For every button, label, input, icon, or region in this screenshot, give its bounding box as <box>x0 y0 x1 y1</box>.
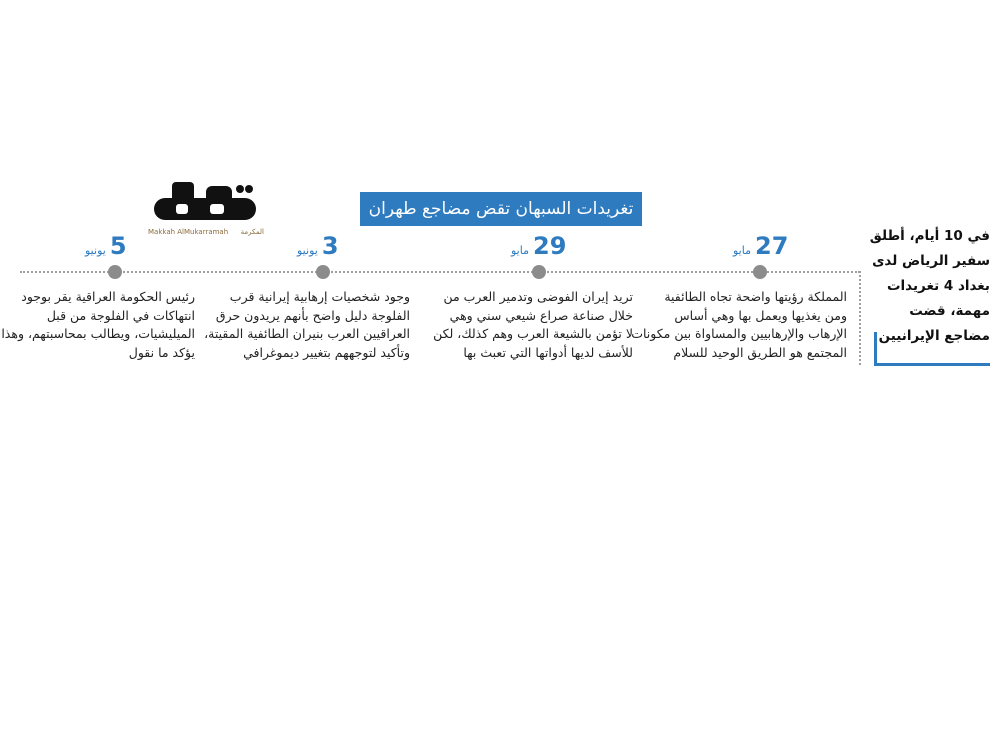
timeline-dot-3-june <box>316 265 330 279</box>
banner-title: تغريدات السبهان تقض مضاجع طهران <box>368 199 634 219</box>
timeline-dot-27-may <box>753 265 767 279</box>
timeline-line <box>20 271 860 273</box>
intro-box <box>869 224 990 366</box>
timeline-dot-5-june <box>108 265 122 279</box>
event-date-29-may <box>511 232 566 260</box>
intro-line: مهمة، قضت <box>909 303 990 319</box>
event-month: يونيو <box>85 244 106 257</box>
intro-line: سفير الرياض لدى <box>872 253 990 269</box>
event-day: 5 <box>109 232 127 260</box>
event-line: المجتمع هو الطريق الوحيد للسلام <box>673 344 847 360</box>
event-text-29-may <box>433 288 633 362</box>
event-line: انتهاكات في الفلوجة من قبل <box>46 307 195 323</box>
event-line: يؤكد ما نقول <box>128 344 195 360</box>
timeline-dot-29-may <box>532 265 546 279</box>
event-line: الإرهاب والإرهابيين والمساواة بين مكونات <box>631 326 847 341</box>
makkah-logo-mark <box>146 176 264 228</box>
intro-underline <box>874 363 990 366</box>
intro-line: في 10 أيام، أطلق <box>869 228 990 244</box>
event-line: وتأكيد لتوجههم بتغيير ديموغرافي <box>243 344 410 360</box>
event-day: 29 <box>533 232 567 260</box>
event-line: لا تؤمن بالشيعة العرب وهم كذلك، لكن <box>433 326 633 341</box>
event-line: العراقيين العرب بنيران الطائفية المقيتة، <box>204 326 410 341</box>
logo-caption <box>148 226 264 238</box>
event-line: خلال صناعة صراع شيعي سني وهي <box>449 307 633 323</box>
intro-text <box>869 224 990 349</box>
event-date-3-june <box>297 232 339 260</box>
event-line: الميليشيات، ويطالب بمحاسبتهم، وهذا <box>1 326 195 341</box>
event-date-5-june <box>85 232 127 260</box>
intro-sidebar <box>874 332 877 366</box>
event-date-27-may <box>733 232 788 260</box>
event-day: 27 <box>755 232 789 260</box>
event-text-3-june <box>204 288 410 362</box>
event-line: للأسف لديها أدواتها التي تعبث بها <box>463 344 633 360</box>
event-month: يونيو <box>297 244 318 257</box>
event-line: ومن يغذيها ويعمل بها وهي أساس <box>674 307 847 323</box>
event-day: 3 <box>321 232 339 260</box>
event-text-27-may <box>631 288 847 362</box>
intro-line: بغداد 4 تغريدات <box>886 278 990 294</box>
makkah-logo <box>146 176 264 238</box>
title-banner <box>360 192 642 226</box>
event-line: المملكة رؤيتها واضحة تجاه الطائفية <box>664 289 847 304</box>
logo-arabic: المكرمة <box>240 228 264 236</box>
event-line: تريد إيران الفوضى وتدمير العرب من <box>443 289 633 304</box>
timeline-connector <box>859 271 861 365</box>
event-line: رئيس الحكومة العراقية يقر بوجود <box>21 289 195 304</box>
event-line: وجود شخصيات إرهابية إيرانية قرب <box>229 289 410 304</box>
event-month: مايو <box>511 244 529 257</box>
event-line: الفلوجة دليل واضح بأنهم يريدون حرق <box>215 307 410 323</box>
event-month: مايو <box>733 244 751 257</box>
logo-latin: Makkah AlMukarramah <box>148 228 229 236</box>
intro-line: مضاجع الإيرانيين <box>878 328 990 344</box>
event-text-5-june <box>1 288 195 362</box>
